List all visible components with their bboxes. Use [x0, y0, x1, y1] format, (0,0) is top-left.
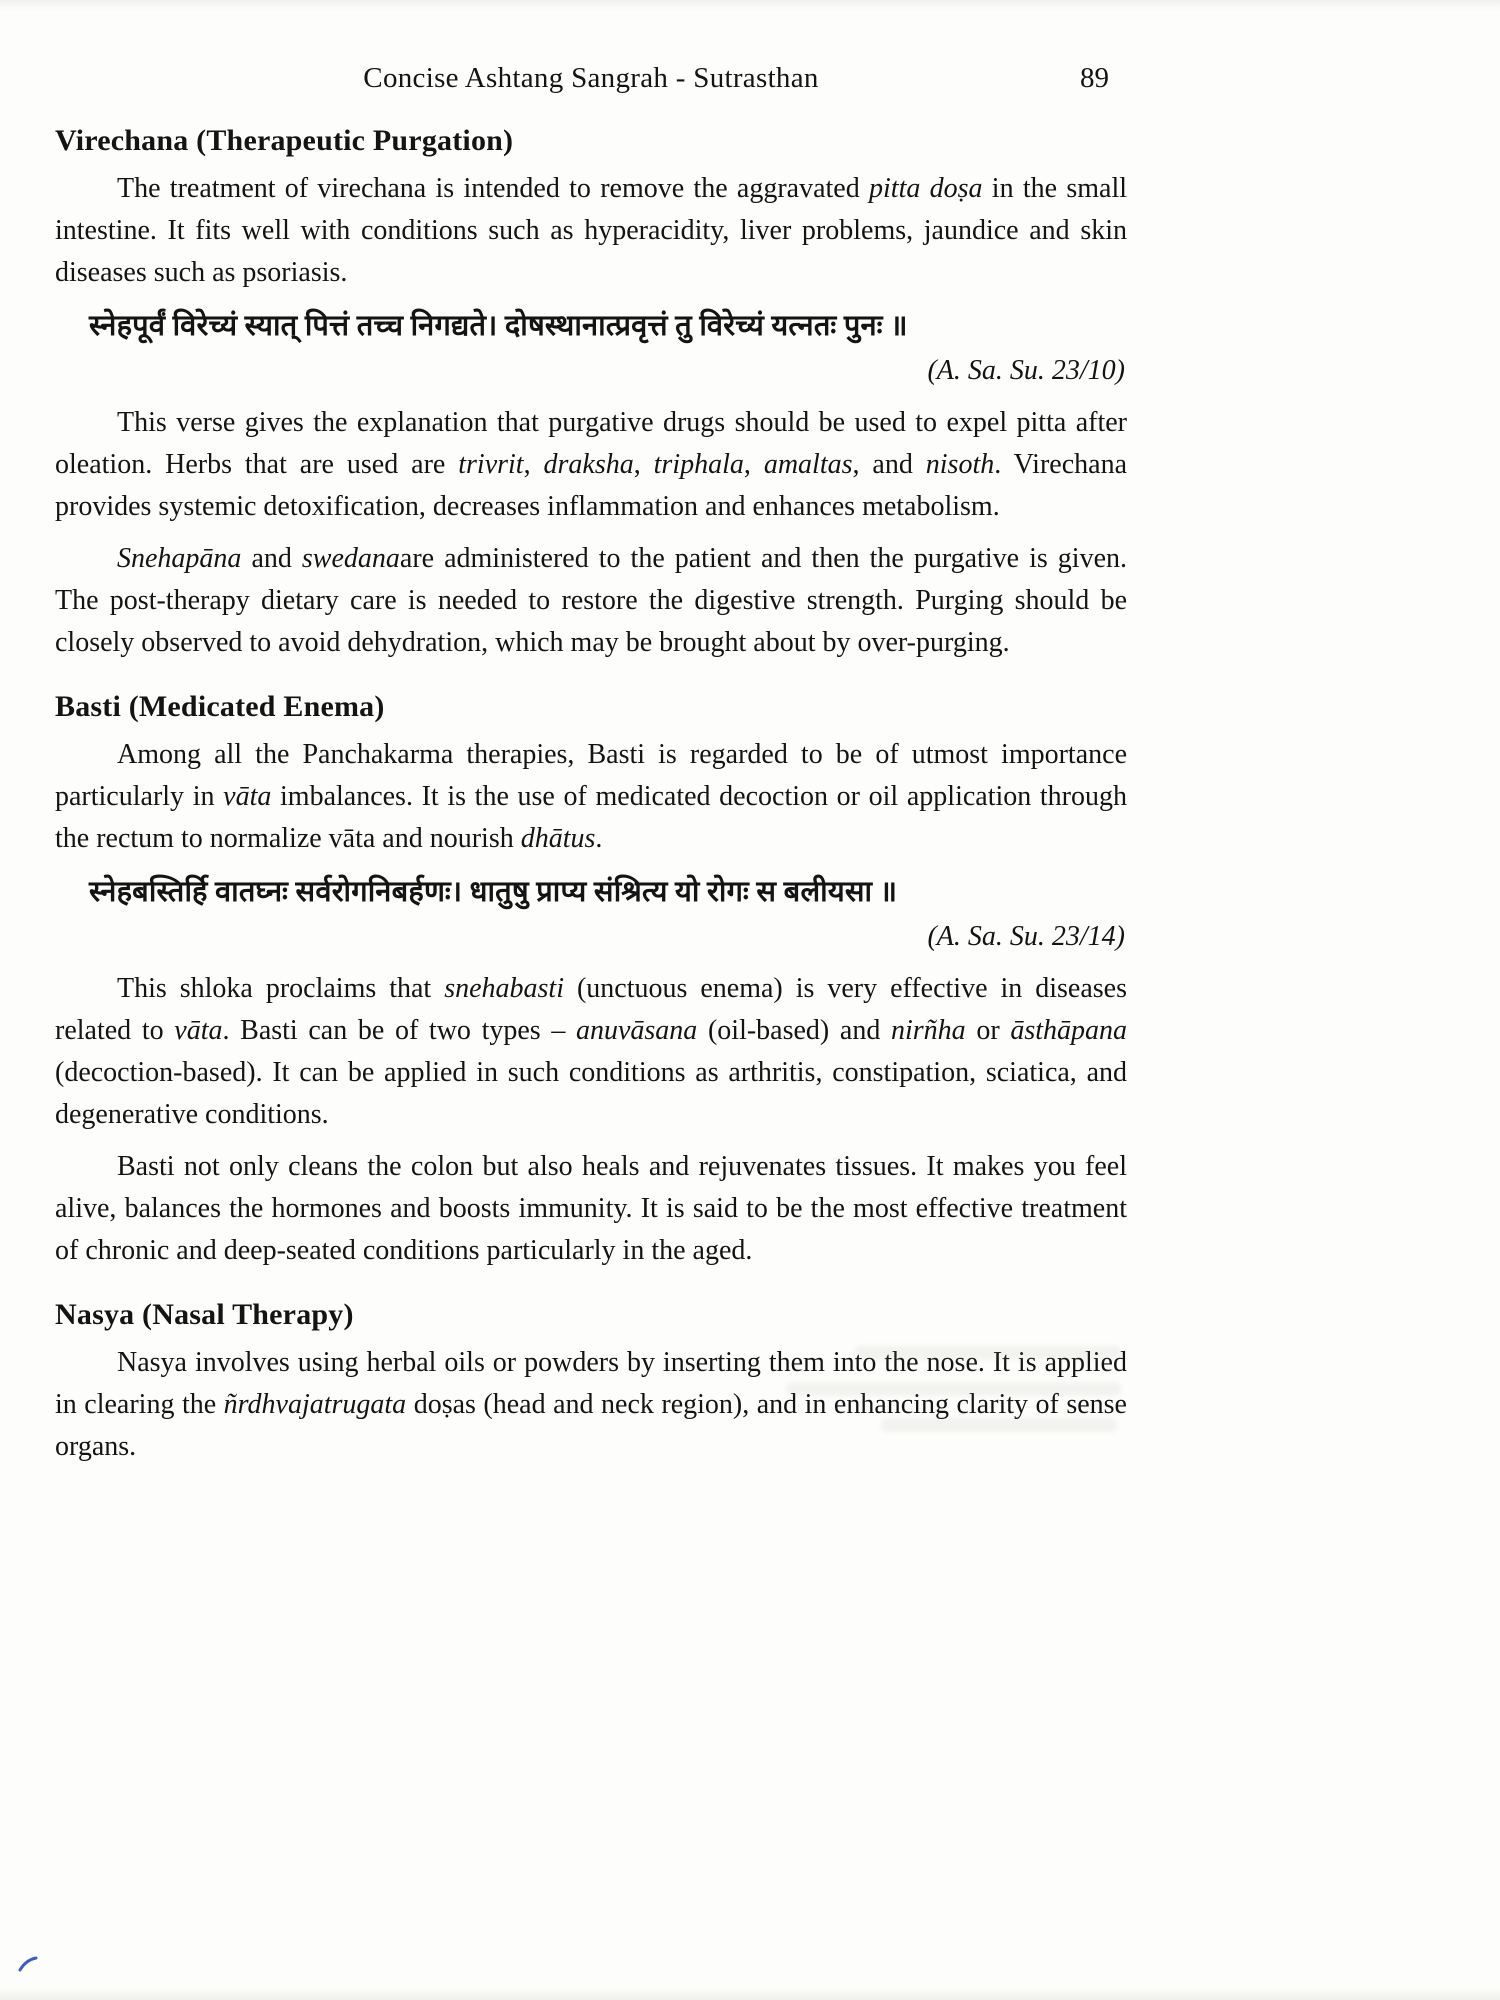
text-run: or	[965, 1015, 1011, 1046]
text-run: This verse gives the explanation that purgative drugs should be used to expel pitta after oleation. Herbs that are used are	[55, 407, 1127, 480]
text-run: and	[241, 543, 302, 574]
text-run: ,	[633, 449, 654, 480]
text-run: snehabasti	[444, 973, 564, 1004]
text-run: Nasya involves using herbal oils or powders by inserting them into the nose. It is applied in clearing the	[55, 1347, 1127, 1420]
text-run: .	[595, 823, 603, 854]
paragraph-virechana-intro	[55, 168, 1127, 294]
text-run: ñrdhvajatrugata	[223, 1389, 407, 1420]
text-run: (decoction-based). It can be applied in such conditions as arthritis, constipation, sciatica, and degenerative conditions.	[55, 1057, 1127, 1130]
text-run: in the small intestine. It fits well with conditions such as hyperacidity, liver problems, jaundice and skin diseases such as psoriasis.	[55, 173, 1128, 288]
text-run: Basti not only cleans the colon but also heals and rejuvenates tissues. It makes you feel alive, balances the hormones and boosts immunity. It is said to be the most effective treatment of chronic and deep-seated conditions particularly in the aged.	[55, 1151, 1127, 1266]
text-run: nisoth	[925, 449, 995, 480]
paragraph-basti-benefits	[55, 1146, 1127, 1272]
section-heading-virechana: Virechana (Therapeutic Purgation)	[55, 124, 514, 157]
text-run: ,	[523, 449, 544, 480]
blue-ink-mark	[16, 1952, 46, 1976]
text-run: The treatment of virechana is intended to remove the aggravated	[117, 173, 870, 204]
text-run: Among all the Panchakarma therapies, Basti is regarded to be of utmost importance particularly in	[55, 739, 1127, 812]
running-header	[55, 62, 1127, 98]
text-run: . Basti can be of two types –	[222, 1015, 576, 1046]
text-run: , and	[852, 449, 926, 480]
text-run: vāta	[223, 781, 272, 812]
text-run: pitta doṣa	[869, 173, 983, 204]
section-heading-basti: Basti (Medicated Enema)	[55, 690, 385, 723]
text-run: triphala	[653, 449, 744, 480]
sanskrit-verse-basti: स्नेहबस्तिर्हि वातघ्नः सर्वरोगनिबर्हणः। धातुषु प्राप्य संश्रित्य यो रोगः स बलीयसा ॥	[89, 876, 898, 908]
text-run: dhātus	[520, 823, 596, 854]
scan-edge-shading-bottom	[0, 1988, 1500, 2000]
page-number: 89	[1080, 62, 1109, 94]
paragraph-basti-explanation	[55, 968, 1127, 1136]
paragraph-virechana-procedure	[55, 538, 1127, 664]
text-run: imbalances. It is the use of medicated decoction or oil application through the rectum to normalize vāta and nourish	[55, 781, 1128, 854]
running-head-title: Concise Ashtang Sangrah - Sutrasthan	[363, 62, 819, 94]
text-run: amaltas	[763, 449, 853, 480]
text-run: trivrit	[458, 449, 524, 480]
text-run: are administered to the patient and then the purgative is given. The post-therapy dietary care is needed to restore the digestive strength. Purging should be closely observed to avoid dehydration, which may be brought about by over-purging.	[55, 543, 1127, 658]
paragraph-nasya-intro	[55, 1342, 1127, 1468]
text-run: ,	[743, 449, 764, 480]
section-heading-nasya: Nasya (Nasal Therapy)	[55, 1298, 354, 1331]
paragraph-virechana-explanation	[55, 402, 1127, 528]
text-run: (unctuous enema) is very effective in diseases related to	[55, 973, 1127, 1046]
page-content	[55, 0, 1127, 1468]
text-run: draksha	[543, 449, 634, 480]
text-run: swedana	[301, 543, 400, 574]
text-run: nirñha	[890, 1015, 966, 1046]
sanskrit-verse-virechana: स्नेहपूर्वं विरेच्यं स्यात् पित्तं तच्च निगद्यते। दोषस्थानात्प्रवृत्तं तु विरेच्यं यत्नतः पुनः ॥	[89, 310, 908, 342]
verse-reference-virechana: (A. Sa. Su. 23/10)	[927, 355, 1125, 386]
text-run: āsthāpana	[1010, 1015, 1127, 1046]
paragraph-basti-intro	[55, 734, 1127, 860]
text-run: (oil-based) and	[697, 1015, 891, 1046]
text-run: Snehapāna	[117, 543, 242, 574]
text-run: . Virechana provides systemic detoxification, decreases inflammation and enhances metabolism.	[55, 449, 1127, 522]
text-run: vāta	[174, 1015, 223, 1046]
text-run: doṣas (head and neck region), and in enhancing clarity of sense organs.	[55, 1389, 1127, 1462]
text-run: This shloka proclaims that	[117, 973, 445, 1004]
verse-reference-basti: (A. Sa. Su. 23/14)	[927, 921, 1125, 952]
text-run: anuvāsana	[575, 1015, 698, 1046]
